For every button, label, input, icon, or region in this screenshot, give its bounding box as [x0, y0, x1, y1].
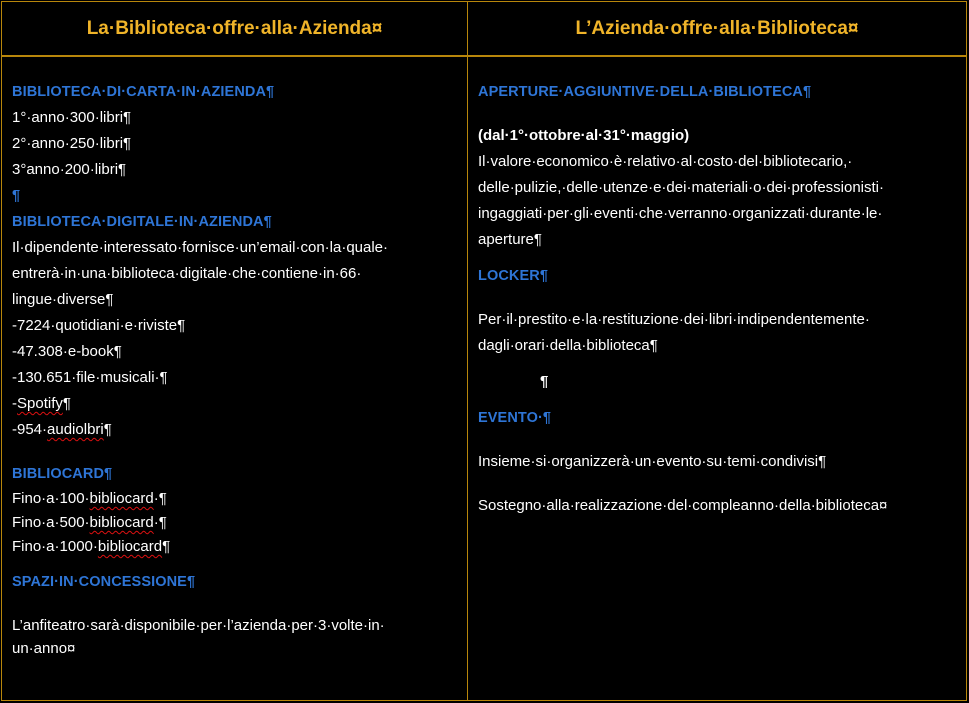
column-divider: [467, 2, 468, 700]
list-item: -130.651·file·musicali·¶: [12, 369, 168, 386]
paragraph-line: lingue·diverse¶: [12, 291, 114, 308]
spellcheck-word: bibliocard: [89, 514, 154, 531]
list-item: 3°anno·200·libri¶: [12, 161, 127, 178]
list-item: Fino·a·1000·bibliocard¶: [12, 538, 171, 555]
section-title-paper-library: BIBLIOTECA·DI·CARTA·IN·AZIENDA¶: [12, 84, 275, 100]
list-item: 1°·anno·300·libri¶: [12, 109, 132, 126]
header-right: L’Azienda·offre·alla·Biblioteca¤: [468, 2, 966, 57]
paragraph-line: Sostegno·alla·realizzazione·del·compleanno·della·biblioteca¤: [478, 497, 888, 514]
spellcheck-word: Spotify: [17, 395, 63, 412]
right-column: [478, 58, 962, 700]
paragraph-mark: ¶: [540, 373, 549, 390]
section-title-digital-library: BIBLIOTECA·DIGITALE·IN·AZIENDA¶: [12, 214, 272, 230]
list-item: -954·audiolbri¶: [12, 421, 112, 438]
list-item: -47.308·e-book¶: [12, 343, 122, 360]
section-title-event: EVENTO·¶: [478, 410, 552, 426]
list-item: 2°·anno·250·libri¶: [12, 135, 132, 152]
paragraph-line: Il·valore·economico·è·relativo·al·costo·del·bibliotecario,·: [478, 153, 853, 170]
list-item: Fino·a·100·bibliocard·¶: [12, 490, 167, 507]
spellcheck-word: audiolbri: [47, 421, 104, 438]
section-title-bibliocard: BIBLIOCARD¶: [12, 466, 113, 482]
left-column: [12, 58, 464, 700]
section-title-spaces: SPAZI·IN·CONCESSIONE¶: [12, 574, 196, 590]
spellcheck-word: bibliocard: [89, 490, 154, 507]
paragraph-mark: ¶: [12, 188, 21, 204]
paragraph-line: Insieme·si·organizzerà·un·evento·su·temi·condivisi¶: [478, 453, 827, 470]
paragraph-line: aperture¶: [478, 231, 542, 248]
list-item: Fino·a·500·bibliocard·¶: [12, 514, 167, 531]
paragraph-line: Il·dipendente·interessato·fornisce·un’email·con·la·quale·: [12, 239, 389, 256]
list-item: -Spotify¶: [12, 395, 71, 412]
spellcheck-word: bibliocard: [97, 538, 163, 555]
table-frame: [1, 1, 967, 701]
date-range: (dal·1°·ottobre·al·31°·maggio): [478, 127, 690, 144]
paragraph-line: entrerà·in·una·biblioteca·digitale·che·contiene·in·66·: [12, 265, 362, 282]
paragraph-line: un·anno¤: [12, 640, 76, 657]
paragraph-line: Per·il·prestito·e·la·restituzione·dei·libri·indipendentemente·: [478, 311, 870, 328]
paragraph-line: L’anfiteatro·sarà·disponibile·per·l’azienda·per·3·volte·in·: [12, 617, 385, 634]
paragraph-line: delle·pulizie,·delle·utenze·e·dei·materiali·o·dei·professionisti·: [478, 179, 885, 196]
paragraph-line: dagli·orari·della·biblioteca¶: [478, 337, 658, 354]
paragraph-line: ingaggiati·per·gli·eventi·che·verranno·organizzati·durante·le·: [478, 205, 883, 222]
section-title-openings: APERTURE·AGGIUNTIVE·DELLA·BIBLIOTECA¶: [478, 84, 812, 100]
list-item: -7224·quotidiani·e·riviste¶: [12, 317, 186, 334]
section-title-locker: LOCKER¶: [478, 268, 548, 284]
header-left: La·Biblioteca·offre·alla·Azienda¤: [2, 2, 467, 57]
